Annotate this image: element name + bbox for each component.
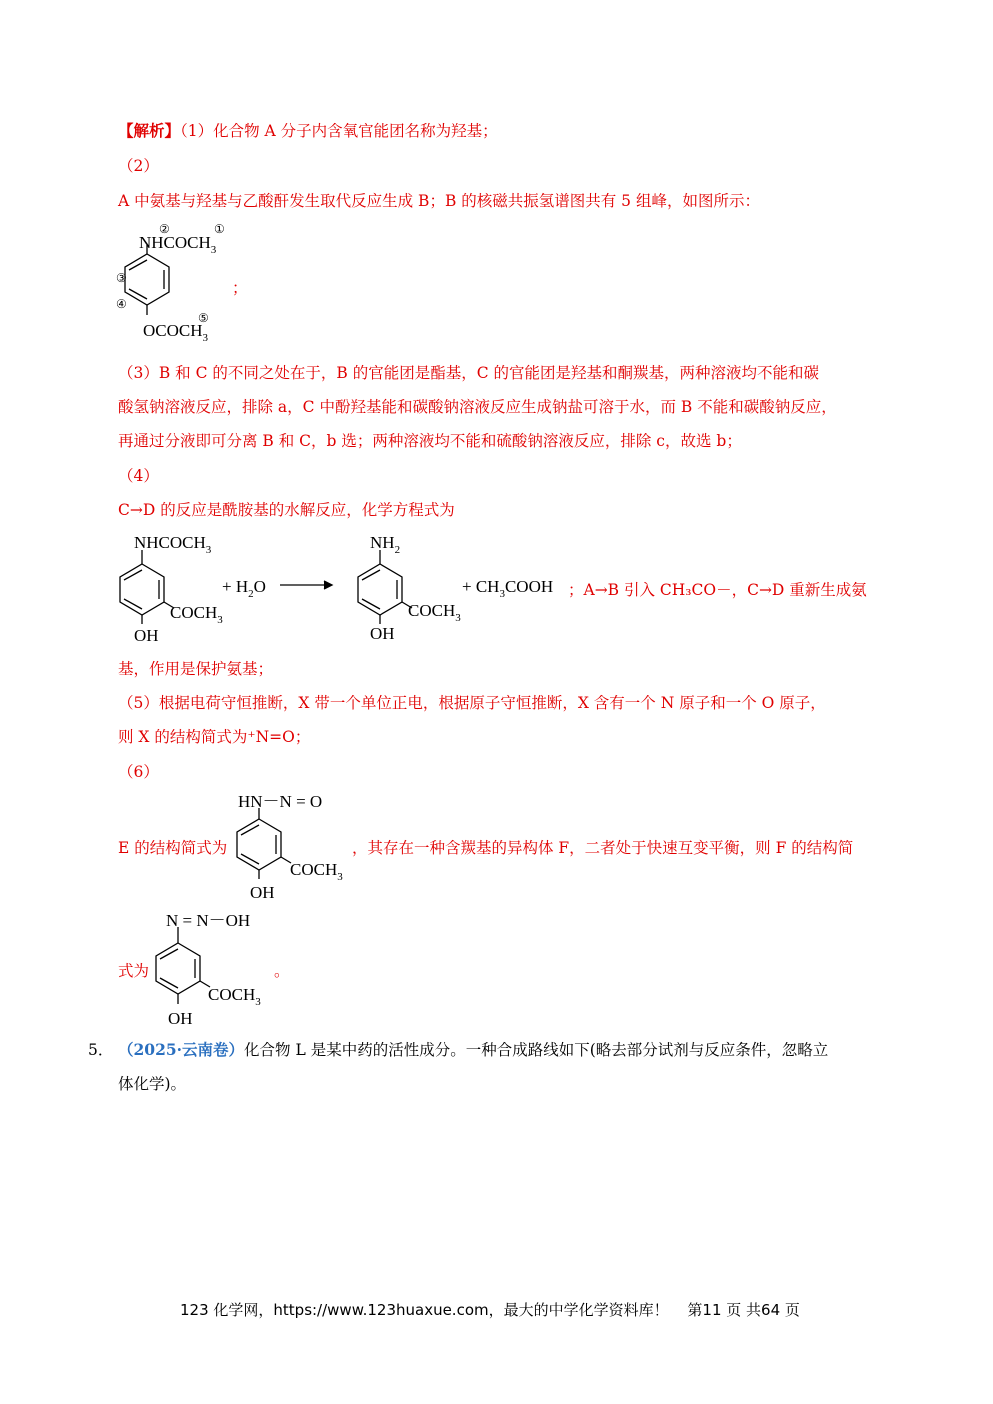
nmr-mark-2: ②	[159, 222, 170, 236]
e-right-group: $COCH_3$	[290, 860, 343, 883]
e-top-group: HN－N = O	[238, 792, 323, 811]
answer-q4-after: ；A→B 引入 CH₃CO－，C→D 重新生成氨	[568, 581, 867, 599]
d-top-group: $NH_2$	[370, 533, 401, 556]
f-top-group: N = N－OH	[166, 911, 251, 930]
answer-q4-text: C→D 的反应是酰胺基的水解反应，化学方程式为	[118, 501, 455, 519]
answer-q1: （1）化合物 A 分子内含氧官能团名称为羟基；	[180, 122, 498, 140]
nmr-mark-5: ⑤	[198, 311, 209, 325]
e-hydroxyl: OH	[250, 883, 275, 900]
answer-q6-number: （6）	[118, 763, 159, 781]
answer-q2-after: ；	[232, 279, 248, 297]
nmr-mark-4: ④	[116, 297, 127, 311]
answer-q2-text: A 中氨基与羟基与乙酸酐发生取代反应生成 B；B 的核磁共振氢谱图共有 5 组峰，如图所示：	[118, 192, 760, 210]
answer-q3-line-2: 酸氢钠溶液反应，排除 a，C 中酚羟基能和碳酸钠溶液反应生成钠盐可溶于水，而 B 不能和碳酸钠反应，	[118, 398, 837, 416]
answer-q4-line-2: 基，作用是保护氨基；	[118, 660, 274, 678]
answer-q5-line-2: 则 X 的结构简式为⁺N=O；	[118, 728, 311, 746]
c-hydroxyl: OH	[134, 626, 159, 645]
answer-q6-end: 。	[274, 962, 290, 980]
d-hydroxyl: OH	[370, 624, 395, 643]
nmr-mark-1: ①	[214, 222, 225, 236]
answer-q4-number: （4）	[118, 467, 159, 485]
nmr-mark-3: ③	[116, 271, 127, 285]
acetic-acid-product: + $CH_3COOH$	[462, 577, 554, 600]
structure-e-diagram	[232, 788, 362, 900]
answer-q3-line-1: （3）B 和 C 的不同之处在于，B 的官能团是酯基，C 的官能团是羟基和酮羰基，两种溶液均不能和碳	[118, 364, 819, 382]
f-right-group: $COCH_3$	[208, 985, 261, 1008]
d-right-group: $COCH_3$	[408, 601, 461, 624]
answer-q5-line-1: （5）根据电荷守恒推断，X 带一个单位正电，根据原子守恒推断，X 含有一个 N 原子和一个 O 原子，	[118, 694, 826, 712]
analysis-label: 【解析】	[118, 121, 181, 140]
page-footer	[180, 1299, 800, 1320]
answer-q3-line-3: 再通过分液即可分离 B 和 C，b 选；两种溶液均不能和硫酸钠溶液反应，排除 c，故选 b；	[118, 432, 742, 450]
c-top-group: $NHCOCH_3$	[134, 533, 212, 556]
analysis-line-1	[118, 121, 498, 141]
hydrolysis-equation-diagram	[112, 526, 580, 650]
water-reagent: + $H_2O$	[222, 577, 266, 600]
question-5-number: 5．	[88, 1041, 114, 1059]
question-5-line-1	[118, 1040, 828, 1060]
b-bottom-group: $OCOCH_3$	[143, 321, 209, 344]
structure-f-diagram	[150, 906, 280, 1028]
c-right-group: $COCH_3$	[170, 603, 223, 626]
answer-q6-middle: ，其存在一种含羰基的异构体 F，二者处于快速互变平衡，则 F 的结构简	[352, 839, 854, 857]
answer-q6-prefix: E 的结构简式为	[118, 839, 228, 857]
question-5-source: （2025·云南卷）	[118, 1040, 245, 1059]
question-5-line-2: 体化学)。	[118, 1075, 187, 1093]
f-hydroxyl: OH	[168, 1009, 193, 1028]
answer-q2-number: （2）	[118, 157, 159, 175]
footer-page-number: 第11 页 共64 页	[687, 1301, 800, 1319]
footer-site-text: 123 化学网，https://www.123huaxue.com，最大的中学化学资料库！	[180, 1301, 669, 1319]
question-5-text: 化合物 L 是某中药的活性成分。一种合成路线如下(略去部分试剂与反应条件，忽略立	[244, 1041, 829, 1059]
b-top-group: $NHCOCH_3$	[139, 233, 217, 256]
answer-q6-prefix-2: 式为	[118, 962, 150, 980]
